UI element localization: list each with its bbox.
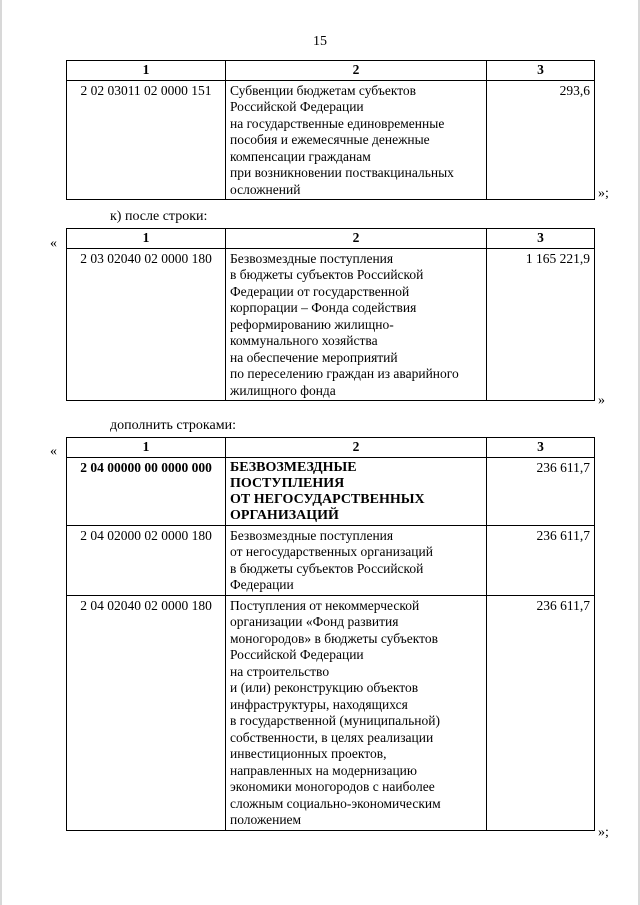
row-name: Поступления от некоммерческой организации «Фонд развития моногородов» в бюджеты субъектов Российской Федерации на строительство и (или) реконструкцию объектов инфраструктуры, находящихся в государственной (муниципальной) собственности, в целях реализации инвестиционных проектов, направленных на модернизацию экономики моногородов с наиболее сложным социально-экономическим положением xyxy=(226,595,487,830)
row-amount: 236 611,7 xyxy=(487,525,595,595)
header-col-1: 1 xyxy=(67,61,226,81)
table-1 xyxy=(66,60,595,200)
header-col-3: 3 xyxy=(487,61,595,81)
row-amount: 236 611,7 xyxy=(487,457,595,525)
table-row xyxy=(67,525,595,595)
row-amount: 293,6 xyxy=(487,80,595,200)
header-col-2: 2 xyxy=(226,438,487,458)
row-name: Безвозмездные поступления от негосударственных организаций в бюджеты субъектов Российской Федерации xyxy=(226,525,487,595)
row-amount: 1 165 221,9 xyxy=(487,248,595,401)
open-quote-2: « xyxy=(50,236,57,251)
table-header-row xyxy=(67,438,595,458)
row-name: Субвенции бюджетам субъектов Российской Федерации на государственные единовременные пособия и ежемесячные денежные компенсации гражданам при возникновении поствакцинальных осложнений xyxy=(226,80,487,200)
header-col-1: 1 xyxy=(67,438,226,458)
page-number: 15 xyxy=(313,34,327,49)
table-header-row xyxy=(67,229,595,249)
table-3 xyxy=(66,437,595,831)
table-row xyxy=(67,248,595,401)
row-name: Безвозмездные поступления в бюджеты субъектов Российской Федерации от государственной корпорации – Фонда содействия реформированию жилищно- коммунального хозяйства на обеспечение мероприятий по переселению граждан из аварийного жилищного фонда xyxy=(226,248,487,401)
row-name: БЕЗВОЗМЕЗДНЫЕ ПОСТУПЛЕНИЯ ОТ НЕГОСУДАРСТВЕННЫХ ОРГАНИЗАЦИЙ xyxy=(226,457,487,525)
instruction-after-row: к) после строки: xyxy=(110,209,208,224)
instruction-add-rows: дополнить строками: xyxy=(110,418,236,433)
row-code: 2 04 02000 02 0000 180 xyxy=(67,525,226,595)
header-col-3: 3 xyxy=(487,229,595,249)
row-code: 2 04 02040 02 0000 180 xyxy=(67,595,226,830)
close-quote-3: »; xyxy=(598,825,609,840)
table-row xyxy=(67,595,595,830)
row-code: 2 03 02040 02 0000 180 xyxy=(67,248,226,401)
header-col-2: 2 xyxy=(226,61,487,81)
row-code: 2 02 03011 02 0000 151 xyxy=(67,80,226,200)
close-quote-1: »; xyxy=(598,186,609,201)
row-code: 2 04 00000 00 0000 000 xyxy=(67,457,226,525)
table-header-row xyxy=(67,61,595,81)
table-row xyxy=(67,80,595,200)
header-col-1: 1 xyxy=(67,229,226,249)
table-2 xyxy=(66,228,595,401)
row-amount: 236 611,7 xyxy=(487,595,595,830)
page-edge-left xyxy=(0,0,2,905)
header-col-3: 3 xyxy=(487,438,595,458)
open-quote-3: « xyxy=(50,444,57,459)
close-quote-2: » xyxy=(598,393,605,408)
header-col-2: 2 xyxy=(226,229,487,249)
table-row xyxy=(67,457,595,525)
